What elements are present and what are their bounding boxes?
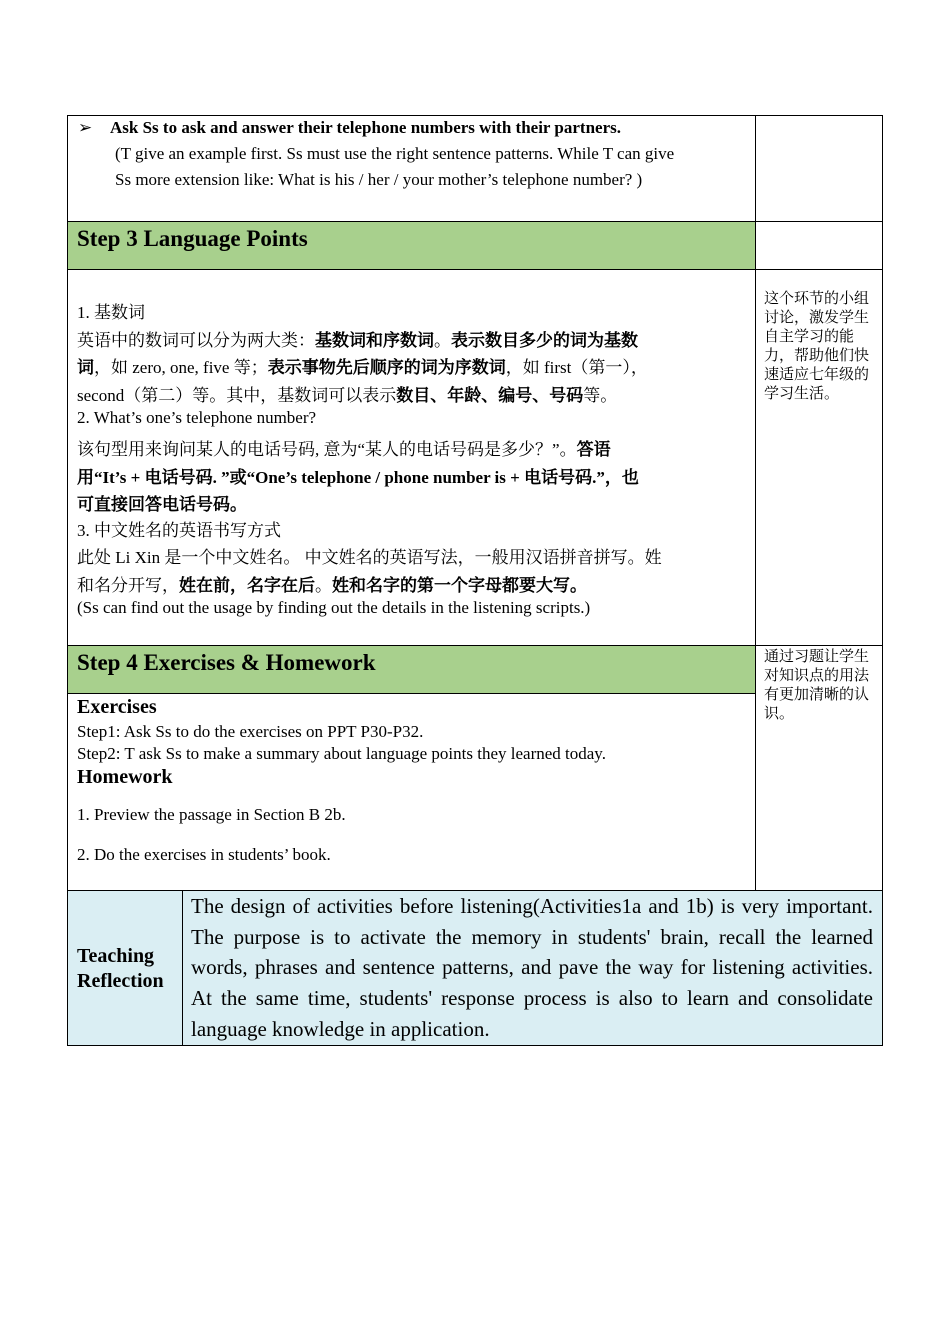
item3-title: 3. 中文姓名的英语书写方式: [77, 521, 281, 540]
item2-title: 2. What’s one’s telephone number?: [77, 408, 317, 427]
item1-title: 1. 基数词: [77, 303, 145, 322]
step4-title: Step 4 Exercises & Homework: [77, 650, 376, 675]
reflection-label-line-2: Reflection: [77, 970, 164, 992]
step3-note: 这个环节的小组讨论，激发学生自主学习的能力，帮助他们快速适应七年级的学习生活。: [764, 291, 870, 402]
activity-line-2: Ss more extension like: What is his / her / your mother’s telephone number? ): [115, 170, 643, 189]
table-border-right: [882, 115, 883, 1046]
activity-heading: Ask Ss to ask and answer their telephone numbers with their partners.: [110, 118, 621, 137]
row-divider-3: [67, 645, 883, 646]
activity-line-1: (T give an example first. Ss must use the right sentence patterns. While T can give: [115, 144, 675, 163]
step4-header-divider: [67, 693, 756, 694]
table-border-bottom: [67, 1045, 883, 1046]
item2-line-b: 用“It’s + 电话号码. ”或“One’s telephone / phone number is + 电话号码.”，也: [77, 468, 639, 487]
item1-line-b: 词，如 zero, one, five 等；表示事物先后顺序的词为序数词，如 first（第一），: [77, 358, 648, 377]
item3-line-b: 和名分开写，姓在前，名字在后。姓和名字的第一个字母都要大写。: [77, 576, 587, 595]
reflection-label-line-1: Teaching: [77, 945, 155, 967]
table-border-top: [67, 115, 883, 116]
item2-line-a: 该句型用来询问某人的电话号码, 意为“某人的电话号码是多少？”。答语: [77, 440, 611, 459]
row-divider-2: [67, 269, 883, 270]
homework-item-1: 1. Preview the passage in Section B 2b.: [77, 805, 346, 824]
reflection-divider: [182, 890, 183, 1046]
step4-note: 通过习题让学生对知识点的用法有更加清晰的认识。: [764, 649, 870, 722]
item1-line-a: 英语中的数词可以分为两大类：基数词和序数词。表示数目多少的词为基数: [77, 331, 638, 350]
step3-title: Step 3 Language Points: [77, 226, 308, 251]
reflection-text: The design of activities before listening(Activities1a and 1b) is very important. The purpose is to activate the memory in students' brain, recall the learned words, phrases and sentence patterns, and pave the way for listening activities. At the same time, students' response process is also to learn and consolidate language knowledge in application.: [191, 894, 873, 1041]
item1-line-c: second（第二）等。其中，基数词可以表示数目、年龄、编号、号码等。: [77, 386, 618, 405]
table-border-left: [67, 115, 68, 1046]
homework-item-2: 2. Do the exercises in students’ book.: [77, 845, 331, 864]
item3-line-c: (Ss can find out the usage by finding out the details in the listening scripts.): [77, 598, 591, 617]
bullet-arrow: ➢: [78, 118, 93, 137]
item2-line-c: 可直接回答电话号码。: [77, 495, 247, 514]
homework-heading: Homework: [77, 766, 173, 788]
column-divider: [755, 115, 756, 891]
exercise-step-1: Step1: Ask Ss to do the exercises on PPT P30-P32.: [77, 722, 424, 741]
exercises-heading: Exercises: [77, 696, 157, 718]
exercise-step-2: Step2: T ask Ss to make a summary about language points they learned today.: [77, 744, 606, 763]
item3-line-a: 此处 Li Xin 是一个中文姓名。 中文姓名的英语写法，一般用汉语拼音拼写。姓: [77, 548, 662, 567]
row-divider-1: [67, 221, 883, 222]
